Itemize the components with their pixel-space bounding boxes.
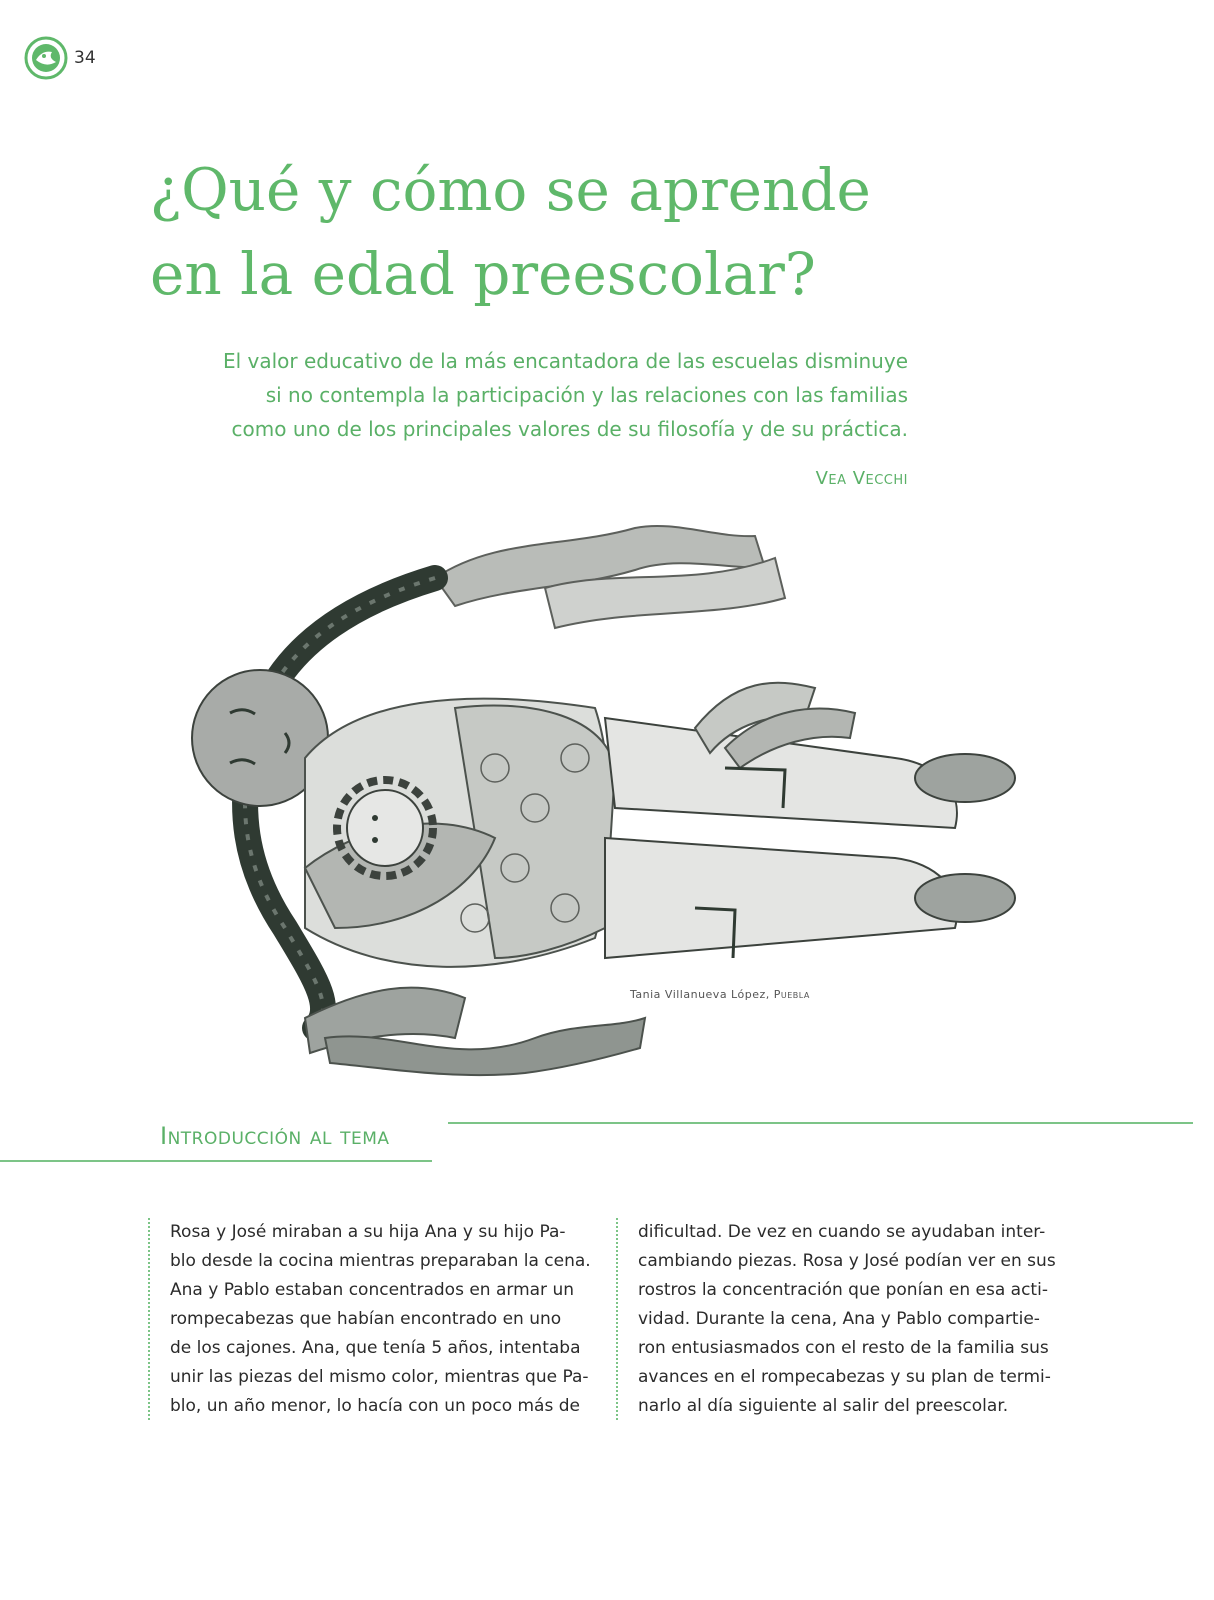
body-line: rostros la concentración que ponían en esa acti- bbox=[638, 1280, 1048, 1300]
body-line: vidad. Durante la cena, Ana y Pablo compartie- bbox=[638, 1309, 1040, 1329]
epigraph-quote bbox=[200, 344, 908, 446]
title-line: en la edad preescolar? bbox=[150, 240, 816, 308]
credit-place: Puebla bbox=[773, 988, 810, 1001]
page-number: 34 bbox=[74, 48, 96, 68]
body-column bbox=[638, 1218, 1056, 1421]
column-divider bbox=[616, 1218, 618, 1420]
page-header bbox=[24, 36, 96, 80]
body-column bbox=[170, 1218, 591, 1421]
epigraph-line: si no contempla la participación y las relaciones con las familias bbox=[265, 383, 908, 407]
body-line: blo desde la cocina mientras preparaban la cena. bbox=[170, 1251, 591, 1271]
body-line: narlo al día siguiente al salir del preescolar. bbox=[638, 1396, 1009, 1416]
heading-rule bbox=[0, 1160, 432, 1162]
heading-rule bbox=[448, 1122, 1193, 1124]
logo-icon bbox=[24, 36, 68, 80]
epigraph-line: El valor educativo de la más encantadora de las escuelas disminuye bbox=[222, 349, 908, 373]
body-line: de los cajones. Ana, que tenía 5 años, intentaba bbox=[170, 1338, 581, 1358]
epigraph-author: Vea Vecchi bbox=[815, 468, 908, 489]
epigraph-line: como uno de los principales valores de su filosofía y de su práctica. bbox=[231, 417, 908, 441]
credit-name: Tania Villanueva López, bbox=[630, 988, 770, 1001]
mother-and-doll-illustration bbox=[135, 508, 1085, 1088]
illustration-credit bbox=[630, 988, 810, 1001]
column-divider bbox=[148, 1218, 150, 1420]
page-title bbox=[150, 148, 1050, 316]
body-line: Ana y Pablo estaban concentrados en armar un bbox=[170, 1280, 574, 1300]
body-line: unir las piezas del mismo color, mientras que Pa- bbox=[170, 1367, 589, 1387]
body-line: cambiando piezas. Rosa y José podían ver en sus bbox=[638, 1251, 1056, 1271]
body-line: Rosa y José miraban a su hija Ana y su hijo Pa- bbox=[170, 1222, 566, 1242]
body-line: rompecabezas que habían encontrado en uno bbox=[170, 1309, 562, 1329]
body-line: blo, un año menor, lo hacía con un poco más de bbox=[170, 1396, 580, 1416]
title-line: ¿Qué y cómo se aprende bbox=[150, 156, 871, 224]
body-line: avances en el rompecabezas y su plan de termi- bbox=[638, 1367, 1051, 1387]
body-line: dificultad. De vez en cuando se ayudaban inter- bbox=[638, 1222, 1046, 1242]
section-heading: Introducción al tema bbox=[160, 1122, 390, 1150]
body-line: ron entusiasmados con el resto de la familia sus bbox=[638, 1338, 1049, 1358]
